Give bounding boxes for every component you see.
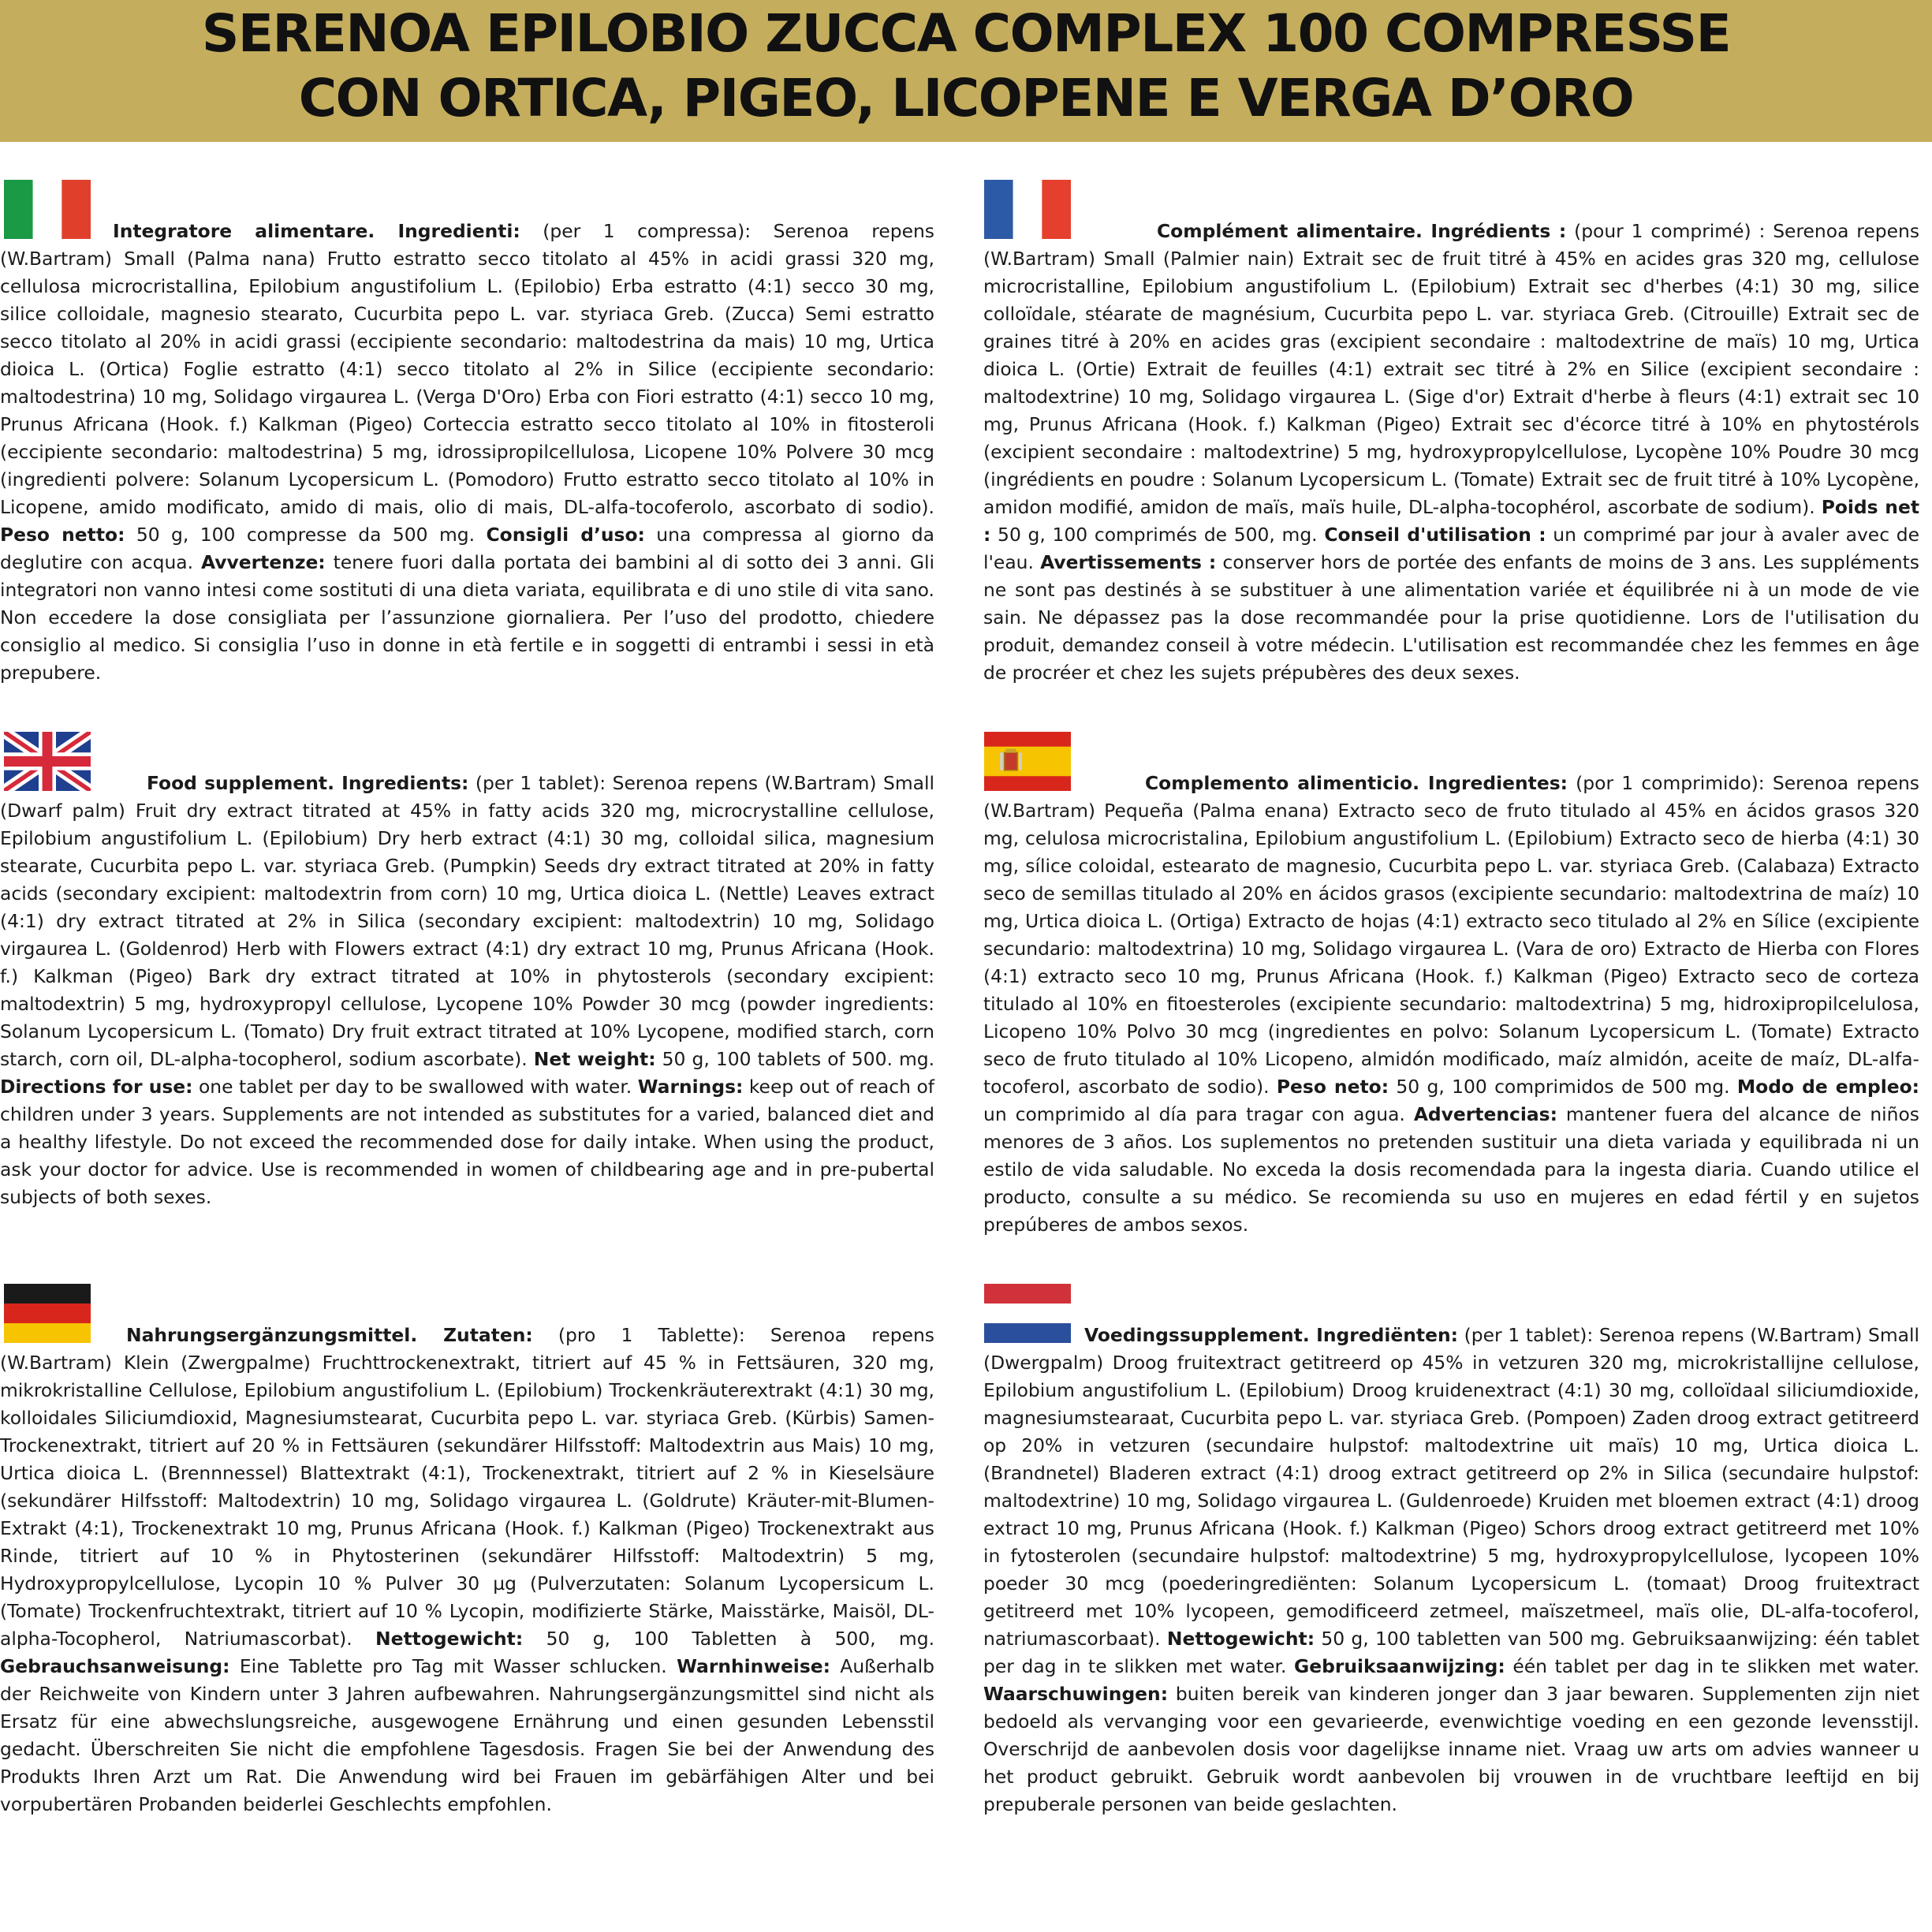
italy-flag-icon [4, 180, 91, 239]
label-text-italian: Integratore alimentare. Ingredienti: (per 1 compressa): Serenoa repens (W.Bartram) Small (Palma nana) Frutto estratto secco titolato al 45% in acidi grassi 320 mg, cellulosa microcristallina, Epilobium angustifolium L. (Epilobio) Erba estratto (4:1) secco 30 mg, silice colloidale, magnesio stearato, Cucurbita pepo L. var. styriaca Greb. (Zucca) Semi estratto secco titolato al 20% in acidi grassi (eccipiente secondario: maltodestrina da mais) 10 mg, Urtica dioica L. (Ortica) Foglie estratto (4:1) secco titolato al 2% in Silice (eccipiente secondario: maltodestrina) 10 mg, Solidago virgaurea L. (Verga D'Oro) Erba con Fiori estratto (4:1) secco 10 mg, Prunus Africana (Hook. f.) Kalkman (Pigeo) Corteccia estratto secco titolato al 10% in fitosteroli (eccipiente secondario: maltodestrina) 5 mg, idrossipropilcellulosa, Licopene 10% Polvere 30 mcg (ingredienti polvere: Solanum Lycopersicum L. (Pomodoro) Frutto estratto secco titolato al 10% in Licopene, amido modificato, amido di mais, olio di mais, DL-alfa-tocoferolo, ascorbato di sodio). Peso netto: 50 g, 100 compresse da 500 mg. Consigli d’uso: una compressa al giorno da deglutire con acqua. Avvertenze: tenere fuori dalla portata dei bambini al di sotto dei 3 anni. Gli integratori non vanno intesi come sostituti di una dieta variata, equilibrata e di uno stile di vita sano. Non eccedere la dose consigliata per l’assunzione giornaliera. Per l’uso del prodotto, chiedere consiglio al medico. Si consiglia l’uso in donne in età fertile e in soggetti di entrambi i sessi in età prepubere. [0, 220, 935, 684]
label-text-spanish: Complemento alimenticio. Ingredientes: (por 1 comprimido): Serenoa repens (W.Bartram) Pequeña (Palma enana) Extracto seco de fruto titulado al 45% en ácidos grasos 320 mg, celulosa microcristalina, Epilobium angustifolium L. (Epilobium) Extracto seco de hierba (4:1) 30 mg, sílice coloidal, estearato de magnesio, Cucurbita pepo L. var. styriaca Greb. (Calabaza) Extracto seco de semillas titulado al 20% en ácidos grasos (excipiente secundario: maltodextrina de maíz) 10 mg, Urtica dioica L. (Ortiga) Extracto de hojas (4:1) extracto seco titulado al 2% en Sílice (excipiente secundario: maltodextrina) 10 mg, Solidago virgaurea L. (Vara de oro) Extracto de Hierba con Flores (4:1) extracto seco 10 mg, Prunus Africana (Hook. f.) Kalkman (Pigeo) Extracto seco de corteza titulado al 10% en fitoesteroles (excipiente secundario: maltodextrina) 5 mg, hidroxipropilcelulosa, Licopeno 10% Polvo 30 mcg (ingredientes en polvo: Solanum Lycopersicum L. (Tomate) Extracto seco de fruto titulado al 10% Licopeno, almidón modificado, maíz almidón, aceite de maíz, DL-alfa-tocoferol, ascorbato de sodio). Peso neto: 50 g, 100 comprimidos de 500 mg. Modo de empleo: un comprimido al día para tragar con agua. Advertencias: mantener fuera del alcance de niños menores de 3 años. Los suplementos no pretenden sustituir una dieta variada y equilibrada ni un estilo de vida saludable. No exceda la dosis recomendada para la ingesta diaria. Cuando utilice el producto, consulte a su médico. Se recomienda su uso en mujeres en edad fértil y en sujetos prepúberes de ambos sexos. [983, 772, 1920, 1236]
section-label: Nahrungsergänzungsmittel. Zutaten: [126, 1324, 533, 1346]
label-text-german: Nahrungsergänzungsmittel. Zutaten: (pro 1 Tablette): Serenoa repens (W.Bartram) Klein (Zwergpalme) Fruchttrockenextrakt, titriert auf 45 % in Fettsäuren, 320 mg, mikrokristalline Cellulose, Epilobium angustifolium L. (Epilobium) Trockenkräuterextrakt (4:1) 30 mg, kolloidales Siliciumdioxid, Magnesiumstearat, Cucurbita pepo L. var. styriaca Greb. (Kürbis) Samen-Trockenextrakt, titriert auf 20 % in Fettsäuren (sekundärer Hilfsstoff: Maltodextrin aus Mais) 10 mg, Urtica dioica L. (Brennnessel) Blattextrakt (4:1), Trockenextrakt, titriert auf 2 % in Kieselsäure (sekundärer Hilfsstoff: Maltodextrin) 10 mg, Solidago virgaurea L. (Goldrute) Kräuter-mit-Blumen-Extrakt (4:1), Trockenextrakt 10 mg, Prunus Africana (Hook. f.) Kalkman (Pigeo) Trockenextrakt aus Rinde, titriert auf 10 % in Phytosterinen (sekundärer Hilfsstoff: Maltodextrin) 5 mg, Hydroxypropylcellulose, Lycopin 10 % Pulver 30 µg (Pulverzutaten: Solanum Lycopersicum L. (Tomate) Trockenfruchtextrakt, titriert auf 10 % Lycopin, modifizierte Stärke, Maisstärke, Maisöl, DL-alpha-Tocopherol, Natriumascorbat). Nettogewicht: 50 g, 100 Tabletten à 500, mg. Gebrauchsanweisung: Eine Tablette pro Tag mit Wasser schlucken. Warnhinweise: Außerhalb der Reichweite von Kindern unter 3 Jahren aufbewahren. Nahrungsergänzungsmittel sind nicht als Ersatz für eine abwechslungsreiche, ausgewogene Ernährung und einen gesunden Lebensstil gedacht. Überschreiten Sie nicht die empfohlene Tagesdosis. Fragen Sie bei der Anwendung des Produkts Ihren Arzt um Rat. Die Anwendung wird bei Frauen im gebärfähigen Alter und bei vorpubertären Probanden beiderlei Geschlechts empfohlen. [0, 1324, 935, 1815]
section-french [983, 180, 1919, 687]
uk-flag-icon [4, 732, 91, 791]
section-dutch [983, 1284, 1919, 1818]
section-label: Voedingssupplement. Ingrediënten: [1084, 1324, 1458, 1346]
germany-flag-icon [4, 1284, 91, 1343]
title-line-1: SERENOA EPILOBIO ZUCCA COMPLEX 100 COMPRESSE [201, 3, 1731, 64]
label-text-dutch: Voedingssupplement. Ingrediënten: (per 1 tablet): Serenoa repens (W.Bartram) Small (Dwergpalm) Droog fruitextract getitreerd op 45% in vetzuren 320 mg, microkristallijne cellulose, Epilobium angustifolium L. (Epilobium) Droog kruidenextract (4:1) 30 mg, colloïdaal siliciumdioxide, magnesiumstearaat, Cucurbita pepo L. var. styriaca Greb. (Pompoen) Zaden droog extract getitreerd op 20% in vetzuren (secundaire hulpstof: maltodextrine uit maïs) 10 mg, Urtica dioica L. (Brandnetel) Bladeren extract (4:1) droog extract getitreerd op 2% in Silica (secundaire hulpstof: maltodextrine) 10 mg, Solidago virgaurea L. (Guldenroede) Kruiden met bloemen extract (4:1) droog extract 10 mg, Prunus Africana (Hook. f.) Kalkman (Pigeo) Schors droog extract getitreerd met 10% in fytosterolen (secundaire hulpstof: maltodextrine) 5 mg, hydroxypropylcellulose, lycopeen 10% poeder 30 mcg (poederingrediënten: Solanum Lycopersicum L. (tomaat) Droog fruitextract getitreerd met 10% lycopeen, gemodificeerd zetmeel, maïszetmeel, maïs olie, DL-alfa-tocoferol, natriumascorbaat). Nettogewicht: 50 g, 100 tabletten van 500 mg. Gebruiksaanwijzing: één tablet per dag in te slikken met water. Gebruiksaanwijzing: één tablet per dag in te slikken met water. Waarschuwingen: buiten bereik van kinderen jonger dan 3 jaar bewaren. Supplementen zijn niet bedoeld als vervanging voor een gevarieerde, evenwichtige voeding en een gezonde levensstijl. Overschrijd de aanbevolen dosis voor dagelijkse inname niet. Vraag uw arts om advies wanneer u het product gebruikt. Gebruik wordt aanbevolen bij vrouwen in de vruchtbare leeftijd en bij prepuberale personen van beide geslachten. [983, 1324, 1920, 1815]
section-german [0, 1284, 934, 1818]
section-italian [0, 180, 934, 687]
section-label: Complément alimentaire. Ingrédients : [1157, 220, 1567, 242]
spain-flag-icon [984, 732, 1071, 791]
section-label: Complemento alimenticio. Ingredientes: [1145, 772, 1568, 794]
section-spanish [983, 732, 1919, 1239]
label-text-english: Food supplement. Ingredients: (per 1 tablet): Serenoa repens (W.Bartram) Small (Dwarf palm) Fruit dry extract titrated at 45% in fatty acids 320 mg, microcrystalline cellulose, Epilobium angustifolium L. (Epilobium) Dry herb extract (4:1) 30 mg, colloidal silica, magnesium stearate, Cucurbita pepo L. var. styriaca Greb. (Pumpkin) Seeds dry extract titrated at 20% in fatty acids (secondary excipient: maltodextrin from corn) 10 mg, Urtica dioica L. (Nettle) Leaves extract (4:1) dry extract titrated at 2% in Silica (secondary excipient: maltodextrin) 10 mg, Solidago virgaurea L. (Goldenrod) Herb with Flowers extract (4:1) dry extract 10 mg, Prunus Africana (Hook. f.) Kalkman (Pigeo) Bark dry extract titrated at 10% in phytosterols (secondary excipient: maltodextrin) 5 mg, hydroxypropyl cellulose, Lycopene 10% Powder 30 mcg (powder ingredients: Solanum Lycopersicum L. (Tomato) Dry fruit extract titrated at 10% Lycopene, modified starch, corn starch, corn oil, DL-alpha-tocopherol, sodium ascorbate). Net weight: 50 g, 100 tablets of 500. mg. Directions for use: one tablet per day to be swallowed with water. Warnings: keep out of reach of children under 3 years. Supplements are not intended as substitutes for a varied, balanced diet and a healthy lifestyle. Do not exceed the recommended dose for daily intake. When using the product, ask your doctor for advice. Use is recommended in women of childbearing age and in pre-pubertal subjects of both sexes. [0, 772, 935, 1208]
title-banner [0, 0, 1932, 142]
netherlands-flag-icon [984, 1284, 1071, 1343]
label-text-french: Complément alimentaire. Ingrédients : (pour 1 comprimé) : Serenoa repens (W.Bartram) Small (Palmier nain) Extrait sec de fruit titré à 45% en acides gras 320 mg, cellulose microcristalline, Epilobium angustifolium L. (Epilobium) Extrait sec d'herbes (4:1) 30 mg, silice colloïdale, stéarate de magnésium, Cucurbita pepo L. var. styriaca Greb. (Citrouille) Extrait sec de graines titré à 20% en acides gras (excipient secondaire : maltodextrine de maïs) 10 mg, Urtica dioica L. (Ortie) Extrait de feuilles (4:1) extrait sec titré à 2% en Silice (excipient secondaire : maltodextrine) 10 mg, Solidago virgaurea L. (Sige d'or) Extrait d'herbe à fleurs (4:1) extrait sec 10 mg, Prunus Africana (Hook. f.) Kalkman (Pigeo) Extrait sec d'écorce titré à 10% en phytostérols (excipient secondaire : maltodextrine) 5 mg, hydroxypropylcellulose, Lycopène 10% Poudre 30 mcg (ingrédients en poudre : Solanum Lycopersicum L. (Tomate) Extrait sec de fruit titré à 10% Lycopène, amidon modifié, amidon de maïs, maïs huile, DL-alpha-tocophérol, ascorbate de sodium). Poids net : 50 g, 100 comprimés de 500, mg. Conseil d'utilisation : un comprimé par jour à avaler avec de l'eau. Avertissements : conserver hors de portée des enfants de moins de 3 ans. Les suppléments ne sont pas destinés à se substituer à une alimentation variée et équilibrée ni à un mode de vie sain. Ne dépassez pas la dose recommandée pour la prise quotidienne. Lors de l'utilisation du produit, demandez conseil à votre médecin. L'utilisation est recommandée chez les femmes en âge de procréer et chez les sujets prépubères des deux sexes. [983, 220, 1920, 684]
product-title [0, 2, 1932, 131]
section-label: Food supplement. Ingredients: [147, 772, 469, 794]
section-label: Integratore alimentare. Ingredienti: [113, 220, 520, 242]
france-flag-icon [984, 180, 1071, 239]
title-line-2: CON ORTICA, PIGEO, LICOPENE E VERGA D’ORO [298, 68, 1634, 129]
section-english [0, 732, 934, 1211]
